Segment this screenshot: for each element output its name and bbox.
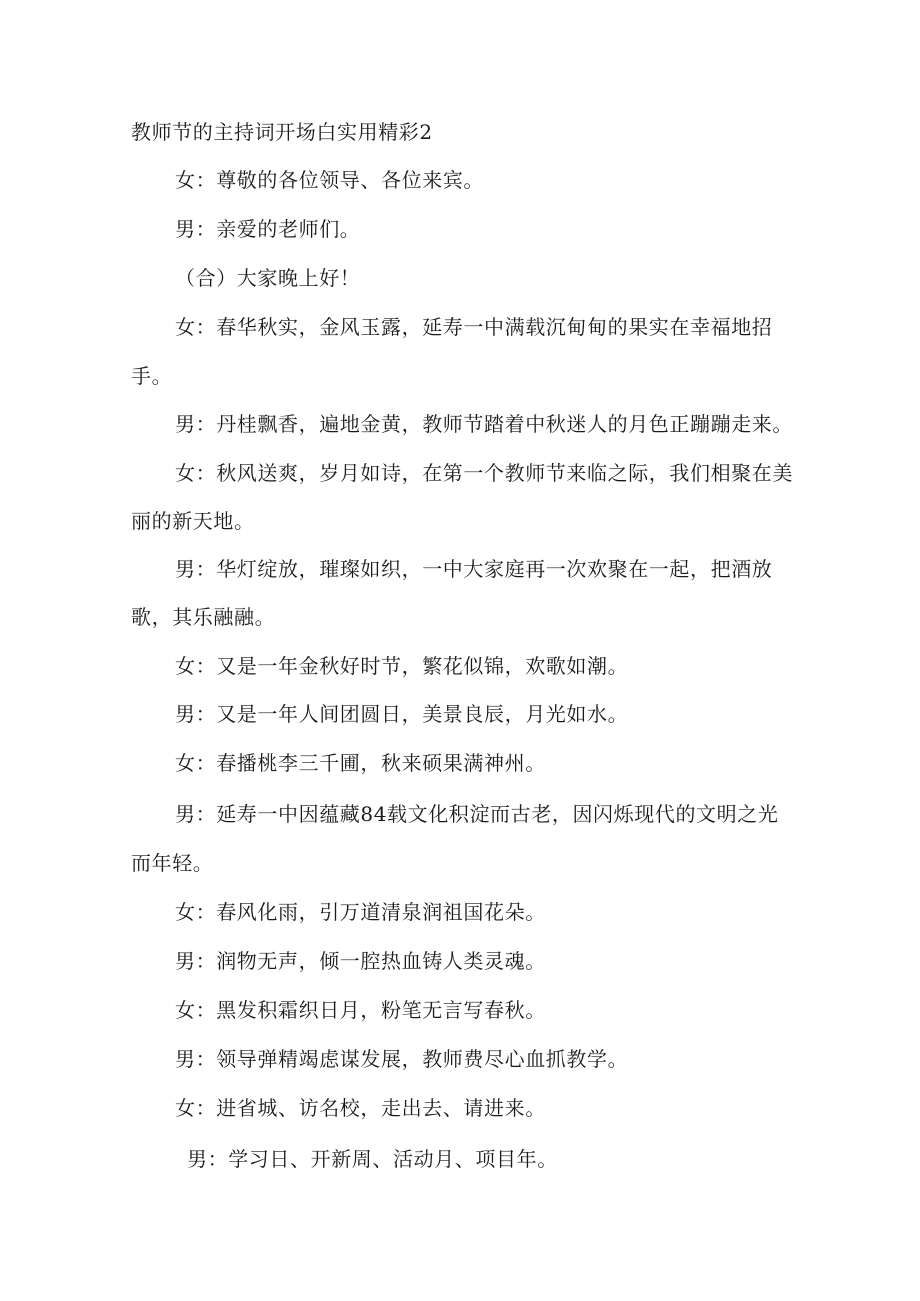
text-line: （合）大家晚上好！ — [175, 266, 361, 290]
text-line: 而年轻。 — [131, 851, 214, 875]
document-title: 教师节的主持词开场白实用精彩2 — [131, 120, 433, 144]
text-line: 男：润物无声，倾一腔热血铸人类灵魂。 — [175, 949, 546, 973]
text-line: 丽的新天地。 — [131, 509, 255, 533]
text-line: 女：秋风送爽，岁月如诗，在第一个教师节来临之际，我们相聚在美 — [175, 461, 793, 485]
text-line: 男：华灯绽放，璀璨如织，一中大家庭再一次欢聚在一起，把酒放 — [175, 557, 773, 581]
text-line: 女：春播桃李三千圃，秋来硕果满神州。 — [175, 751, 546, 775]
text-line: 女：又是一年金秋好时节，繁花似锦，欢歌如潮。 — [175, 654, 629, 678]
text-line: 男：领导弹精竭虑谋发展，教师费尽心血抓教学。 — [175, 1047, 629, 1071]
text-line: 男：延寿一中因蕴藏84载文化积淀而古老，因闪烁现代的文明之光 — [175, 802, 779, 826]
text-line: 男：学习日、开新周、活动月、项目年。 — [187, 1147, 558, 1171]
text-line: 手。 — [131, 364, 173, 388]
text-line: 男：丹桂飘香，遍地金黄，教师节踏着中秋迷人的月色正蹦蹦走来。 — [175, 412, 793, 436]
text-line: 女：尊敬的各位领导、各位来宾。 — [175, 168, 484, 192]
text-line: 男：又是一年人间团圆日，美景良辰，月光如水。 — [175, 702, 629, 726]
text-line: 女：进省城、访名校，走出去、请进来。 — [175, 1096, 546, 1120]
text-line: 女：春风化雨，引万道清泉润祖国花朵。 — [175, 900, 546, 924]
text-line: 男：亲爱的老师们。 — [175, 217, 361, 241]
text-line: 歌，其乐融融。 — [131, 605, 276, 629]
text-line: 女：黑发积霜织日月，粉笔无言写春秋。 — [175, 998, 546, 1022]
text-line: 女：春华秋实，金风玉露，延寿一中满载沉甸甸的果实在幸福地招 — [175, 315, 773, 339]
